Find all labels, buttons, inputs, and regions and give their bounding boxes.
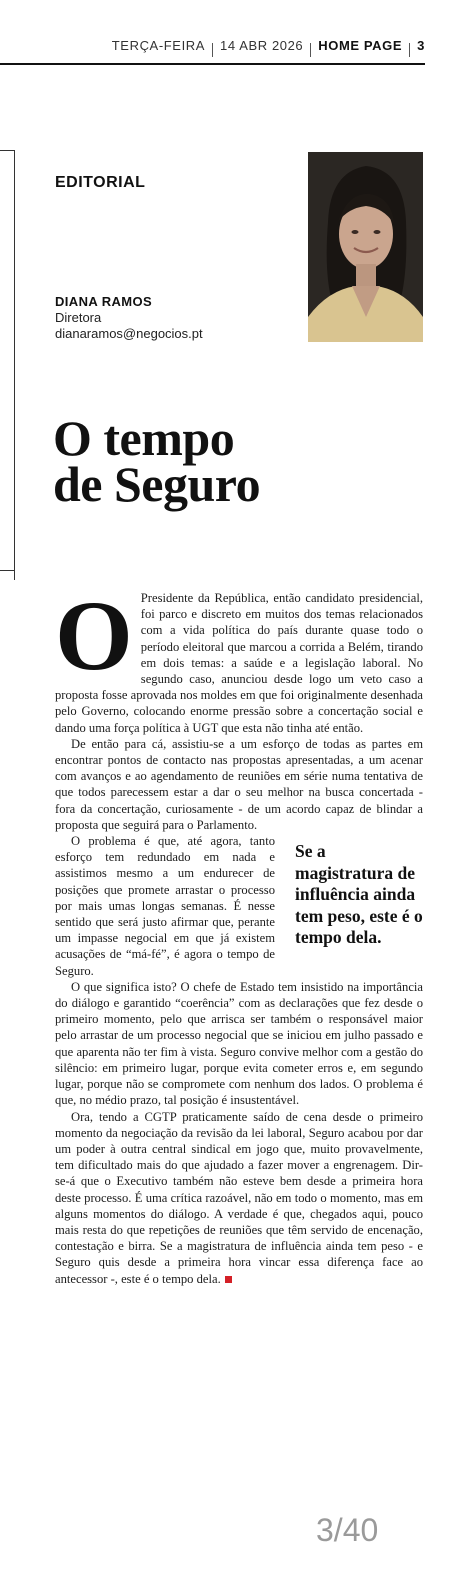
header-page-number: 3: [417, 38, 425, 53]
margin-rule: [14, 150, 15, 580]
end-of-article-mark: [225, 1276, 232, 1283]
article-headline: [53, 410, 413, 512]
page-counter: 3/40: [316, 1512, 379, 1548]
header-separator: [310, 43, 311, 57]
header-date: 14 ABR 2026: [220, 38, 304, 53]
header-rule: [0, 63, 425, 65]
author-block: [55, 294, 203, 342]
article-paragraph-1: Presidente da República, então candidato presidencial, foi parco e discreto em muitos dos temas relacionados com a vida política do país durante quase todo o período eleitoral que marcou a corrida a Belém, tirando em dois temas: a saúde e a legislação laboral. No segundo caso, anunciou desde logo um veto caso a proposta fosse aprovada nos moldes em que foi originalmente desenhada pelo Governo, colocando enorme pressão sobre a concertação social e dando uma força política à UGT que esta não tinha até então.: [55, 591, 423, 735]
headline-line-2: de Seguro: [53, 456, 261, 512]
drop-cap: O: [55, 580, 133, 691]
author-portrait-image: [308, 152, 423, 342]
article-paragraph-4: O que significa isto? O chefe de Estado tem insistido na importância do diálogo e garantido “coerência” com as declarações que fez desde o primeiro momento, pelo que arrisca ser também o responsável maior pelo arrastar de um processo negocial que se iniciou em julho passado e que aparenta não ter fim à vista. Seguro convive melhor com a gestão do silêncio: em primeiro lugar, porque evita cometer erros e, em segundo lugar, porque não se compromete com nenhum dos lados. O problema é que, no médio prazo, tal posição é insustentável.: [55, 979, 423, 1108]
article-paragraph-5: [55, 1109, 423, 1287]
article-paragraph-3: O problema é que, até agora, tanto esforço tem redundado em nada e assistimos mesmo a um endurecer de posições que promete arrastar o processo por mais umas longas semanas. É nesse sentido que será justo afirmar que, perante um impasse negocial em que já existem acusações de “má-fé”, é agora o tempo de Seguro.: [55, 834, 275, 978]
header-separator: [409, 43, 410, 57]
headline-line-1: O tempo: [53, 410, 235, 466]
section-label: EDITORIAL: [55, 174, 146, 191]
author-name: DIANA RAMOS: [55, 294, 153, 309]
header-section: HOME PAGE: [318, 38, 403, 53]
header-separator: [212, 43, 213, 57]
article-paragraph-2: De então para cá, assistiu-se a um esforço de todas as partes em encontrar pontos de contacto nas propostas apresentadas, a um acenar com avanços e ao agendamento de reuniões em série numa tentativa de que todos parecessem estar a dar o seu melhor na busca concertada - fora da concertação, curiosamente - de um acordo capaz de blindar a proposta que seguirá para o Parlamento.: [55, 736, 423, 832]
article-paragraph-5-text: Ora, tendo a CGTP praticamente saído de cena desde o primeiro momento da negociação da revisão da lei laboral, Seguro acabou por dar um poder à outra central sindical em jogo que, muito provavelmente, tem dificultado mais do que ajudado a fazer mover a engrenagem. Dir-se-á que o Executivo também não esteve bem desde a primeira hora deste processo. É uma crítica razoável, não em todo o momento, mas em alguns momentos do diálogo. A verdade é que, chegados aqui, pouco mais resta do que repetições de reuniões que têm servido de encenação, contestação e birra. Se a magistratura de influência ainda tem peso - e Seguro quis desde a primeira hora vincar essa diferença face ao antecessor -, este é o tempo dela.: [55, 1109, 423, 1286]
author-role: Diretora: [55, 310, 102, 325]
author-photo: [308, 152, 423, 342]
page-header: [112, 38, 425, 53]
margin-rule: [0, 570, 14, 571]
article-body: [55, 580, 423, 1287]
author-email[interactable]: dianaramos@negocios.pt: [55, 326, 203, 341]
pull-quote: Se a magistratura de influência ainda tem peso, este é o tempo dela.: [295, 841, 423, 948]
header-day: TERÇA-FEIRA: [111, 38, 206, 53]
margin-rule: [0, 150, 14, 151]
